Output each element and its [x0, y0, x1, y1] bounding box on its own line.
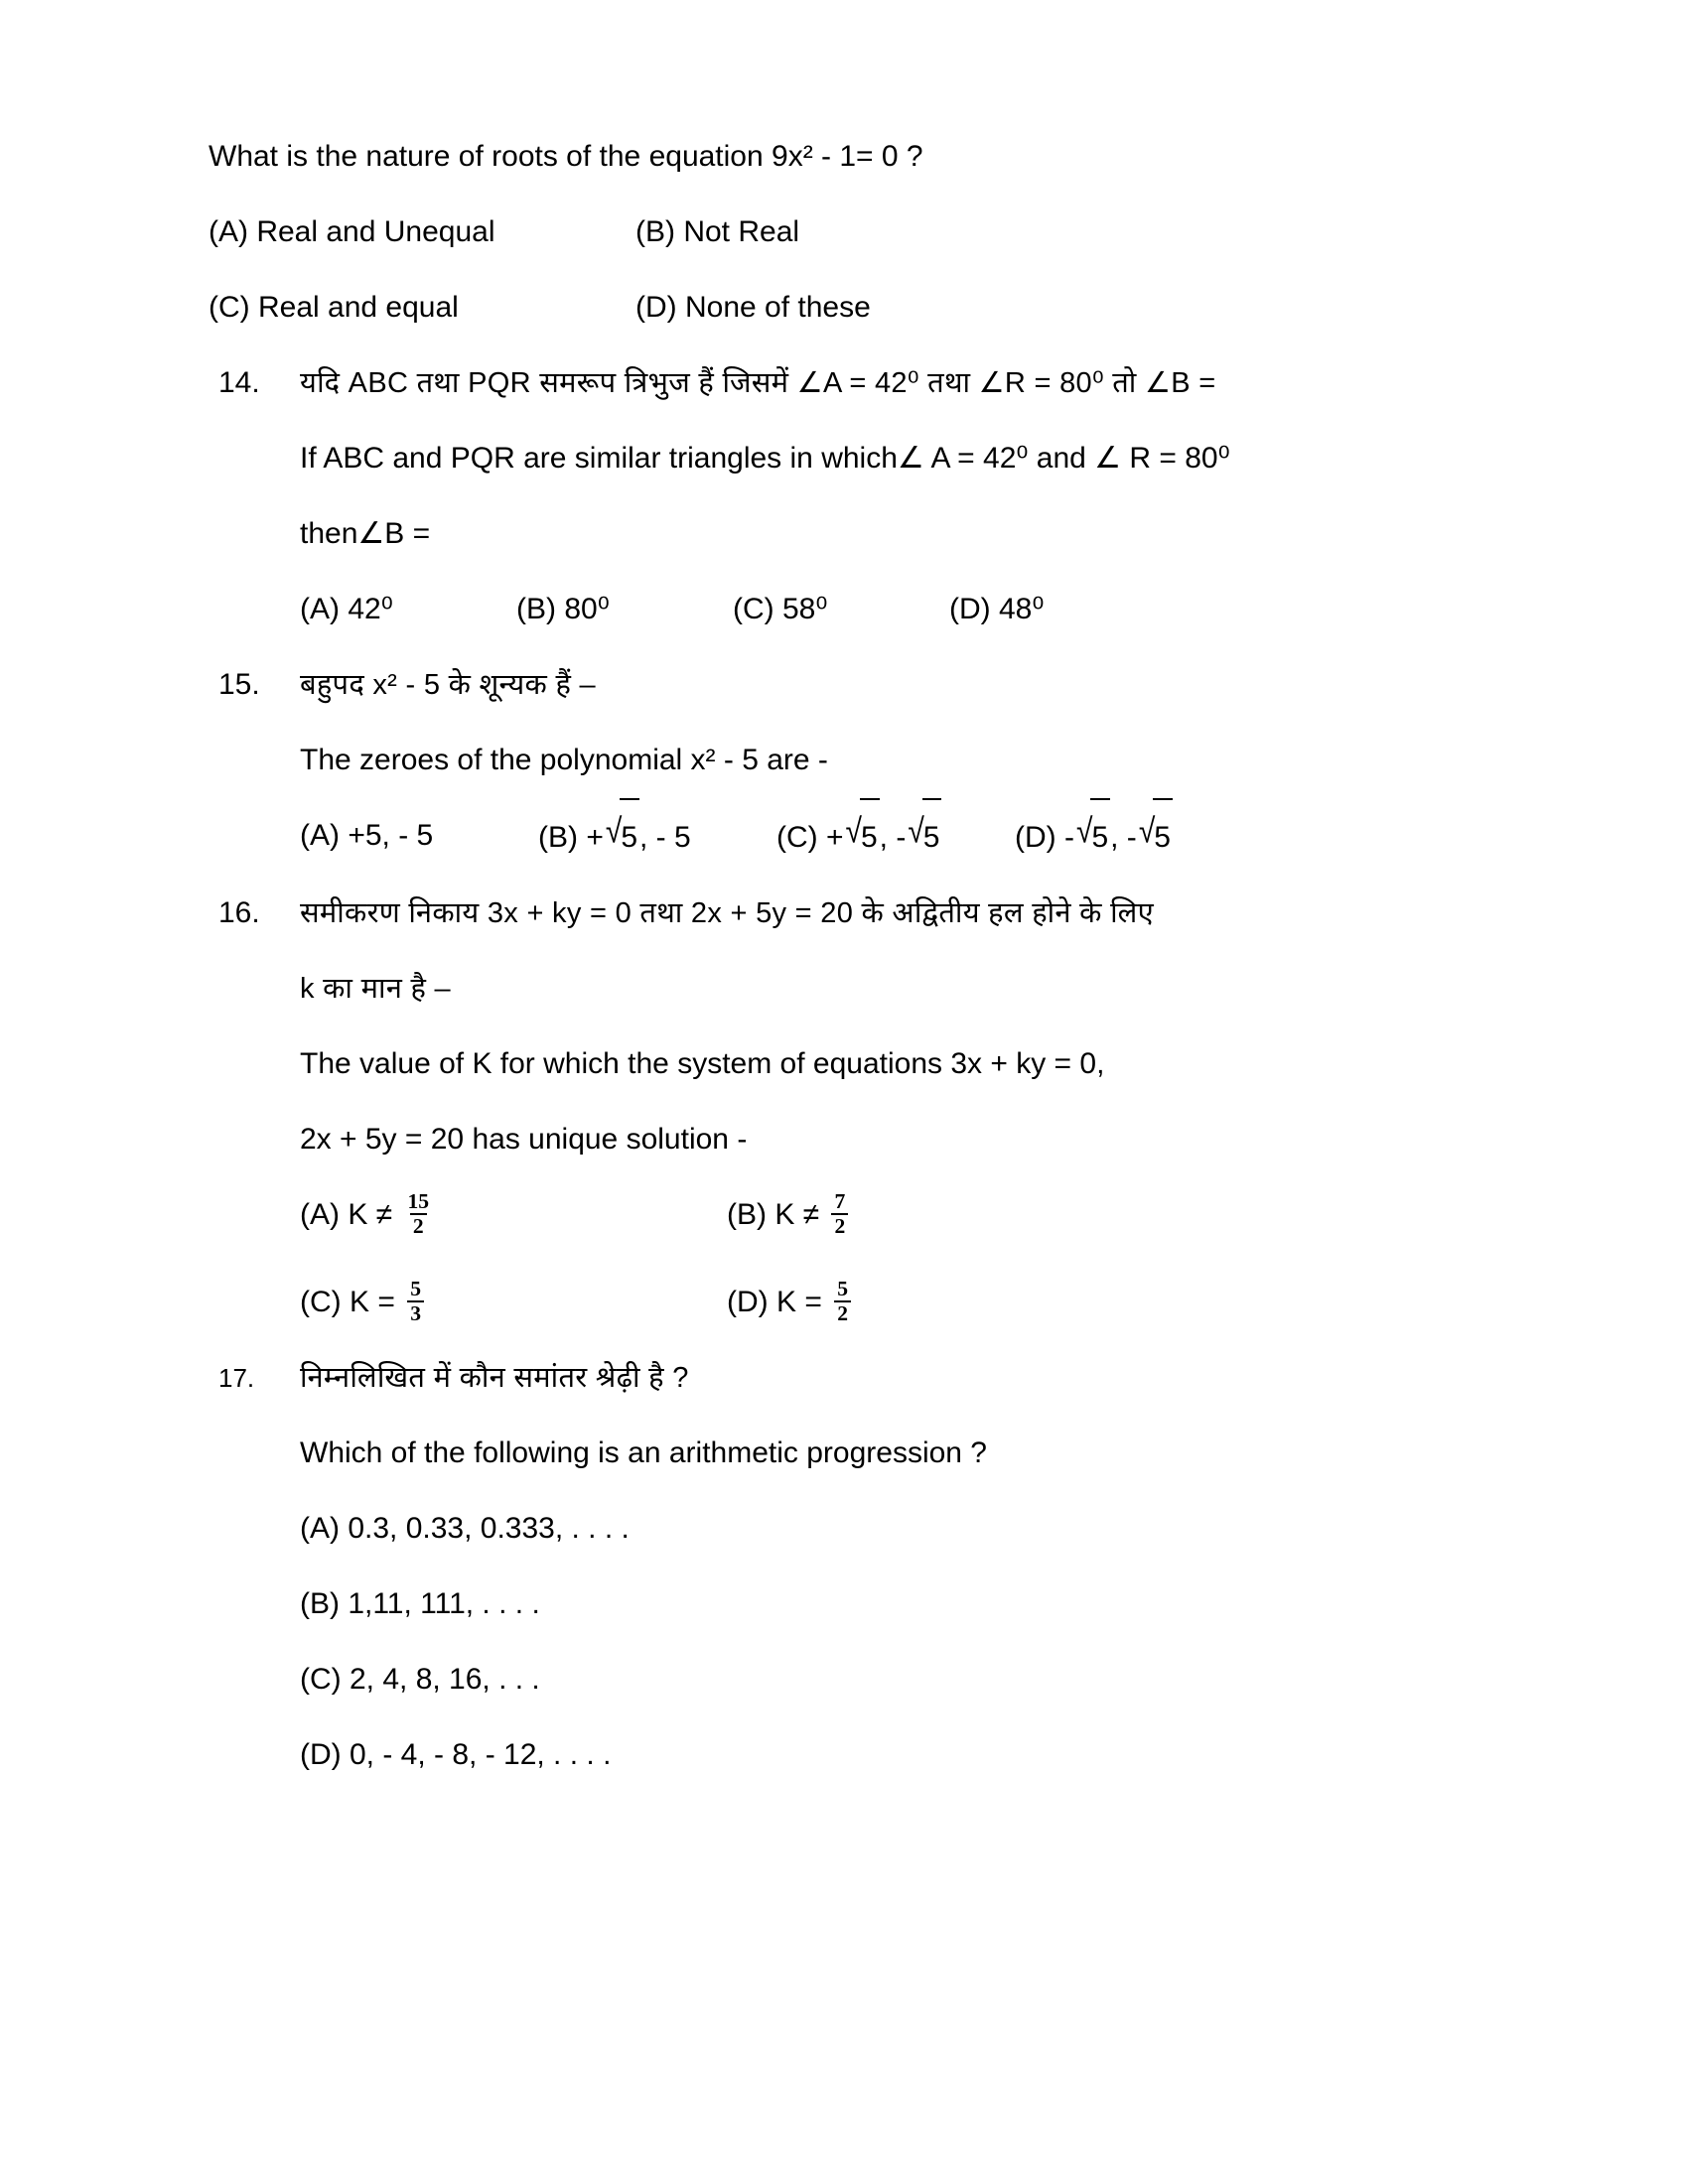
q15-option-b-prefix: (B) + [538, 821, 604, 854]
q16-option-b-numerator: 7 [834, 1189, 846, 1214]
q13-option-c[interactable]: (C) Real and equal [209, 291, 459, 324]
q15-option-c-prefix: (C) + [776, 821, 844, 854]
q13-options-row-2 [209, 270, 1499, 345]
q15-number: 15. [218, 668, 260, 701]
question-16 [209, 876, 1499, 1340]
q14-stem-hi: यदि ABC तथा PQR समरूप त्रिभुज हैं जिसमें ∠A = 42⁰ तथा ∠R = 80⁰ तो ∠B = [300, 367, 1216, 399]
q14-first-row [209, 345, 1499, 421]
q15-option-b[interactable] [538, 798, 776, 876]
q16-option-d[interactable] [727, 1265, 1154, 1340]
q13-option-b[interactable]: (B) Not Real [635, 215, 800, 248]
q16-option-d-prefix: (D) K = [727, 1286, 822, 1318]
q16-stem-hi-line2: k का मान है – [300, 973, 451, 1005]
q16-option-b-denominator: 2 [831, 1213, 848, 1238]
q15-option-a-text: (A) +5, - 5 [300, 819, 434, 852]
q15-option-a[interactable] [300, 798, 538, 876]
question-content [209, 119, 1499, 1793]
q15-option-b-tail: , - 5 [639, 821, 691, 854]
q15-body [209, 723, 1499, 876]
fraction-icon [834, 1278, 851, 1324]
q14-options [300, 572, 1499, 647]
q15-option-d-prefix: (D) - [1015, 821, 1074, 854]
q15-stem-hi: बहुपद x² - 5 के शून्यक हैं – [300, 669, 596, 701]
q16-option-c-numerator: 5 [410, 1277, 421, 1301]
q13-options-row-1 [209, 195, 1499, 270]
question-17 [209, 1340, 1499, 1793]
q15-first-row [209, 647, 1499, 723]
q17-first-row [209, 1340, 1499, 1416]
q16-option-c[interactable] [300, 1265, 727, 1340]
q15-stem-en: The zeroes of the polynomial x² - 5 are - [300, 744, 828, 776]
q17-option-b[interactable]: (B) 1,11, 111, . . . . [300, 1587, 540, 1620]
q15-option-d[interactable] [1015, 798, 1253, 876]
sqrt-icon: √5 [1137, 798, 1173, 876]
fraction-icon [831, 1190, 848, 1237]
q15-option-b-radicand: 5 [620, 798, 639, 876]
q17-body [209, 1416, 1499, 1793]
q15-option-c-radicand-1: 5 [860, 798, 880, 876]
q13-stem-en: What is the nature of roots of the equation 9x² - 1= 0 ? [209, 140, 923, 173]
q16-option-d-numerator: 5 [837, 1277, 848, 1301]
q14-body [209, 421, 1499, 647]
sqrt-icon: √5 [844, 798, 880, 876]
q13-option-a[interactable]: (A) Real and Unequal [209, 215, 495, 248]
sqrt-icon: √5 [906, 798, 941, 876]
sqrt-icon: √5 [1074, 798, 1110, 876]
q17-option-d[interactable]: (D) 0, - 4, - 8, - 12, . . . . [300, 1738, 612, 1771]
q15-option-c-mid: , - [879, 821, 907, 854]
q16-options-gap [300, 1253, 1499, 1265]
q16-stem-hi-line1: समीकरण निकाय 3x + ky = 0 तथा 2x + 5y = 20 के अद्वितीय हल होने के लिए [300, 897, 1154, 929]
q17-number: 17. [218, 1363, 255, 1393]
question-13-tail [209, 119, 1499, 345]
fraction-icon [407, 1278, 424, 1324]
q14-stem-en-line1: If ABC and PQR are similar triangles in which∠ A = 42⁰ and ∠ R = 80⁰ [300, 442, 1230, 475]
sqrt-icon: √5 [604, 798, 639, 876]
q15-option-d-radicand-2: 5 [1153, 798, 1173, 876]
q16-option-a-prefix: (A) K ≠ [300, 1198, 393, 1231]
q16-option-a-numerator: 15 [407, 1189, 430, 1214]
q16-options-row-1 [300, 1177, 1499, 1253]
q16-option-b[interactable] [727, 1177, 1154, 1253]
q17-option-a[interactable]: (A) 0.3, 0.33, 0.333, . . . . [300, 1512, 630, 1545]
fraction-icon [404, 1190, 432, 1237]
q16-option-b-prefix: (B) K ≠ [727, 1198, 820, 1231]
question-14 [209, 345, 1499, 647]
q14-option-c[interactable]: (C) 58⁰ [733, 593, 828, 625]
q17-stem-hi: निम्नलिखित में कौन समांतर श्रेढ़ी है ? [300, 1362, 689, 1394]
q16-option-c-denominator: 3 [407, 1300, 424, 1325]
q14-stem-en-line2: then∠B = [300, 517, 431, 550]
q16-option-a[interactable] [300, 1177, 727, 1253]
q14-option-d[interactable]: (D) 48⁰ [949, 593, 1045, 625]
q16-option-d-denominator: 2 [834, 1300, 851, 1325]
q16-first-row [209, 876, 1499, 951]
q16-body [209, 951, 1499, 1340]
q17-stem-en: Which of the following is an arithmetic progression ? [300, 1436, 987, 1469]
q16-stem-en-line2: 2x + 5y = 20 has unique solution - [300, 1123, 748, 1156]
q14-number: 14. [218, 366, 260, 399]
q15-option-c[interactable] [776, 798, 1015, 876]
q15-option-d-mid: , - [1110, 821, 1137, 854]
q17-option-c[interactable]: (C) 2, 4, 8, 16, . . . [300, 1663, 540, 1696]
q16-stem-en-line1: The value of K for which the system of equations 3x + ky = 0, [300, 1047, 1105, 1080]
q15-option-c-radicand-2: 5 [922, 798, 942, 876]
q16-option-c-prefix: (C) K = [300, 1286, 395, 1318]
q14-option-b[interactable]: (B) 80⁰ [516, 593, 610, 625]
q13-option-d[interactable]: (D) None of these [635, 291, 871, 324]
q16-options-row-2 [300, 1265, 1499, 1340]
q16-number: 16. [218, 896, 260, 929]
q16-option-a-denominator: 2 [410, 1213, 427, 1238]
question-15 [209, 647, 1499, 876]
q14-option-a[interactable]: (A) 42⁰ [300, 593, 393, 625]
q15-options [300, 798, 1499, 876]
q15-option-d-radicand-1: 5 [1090, 798, 1110, 876]
